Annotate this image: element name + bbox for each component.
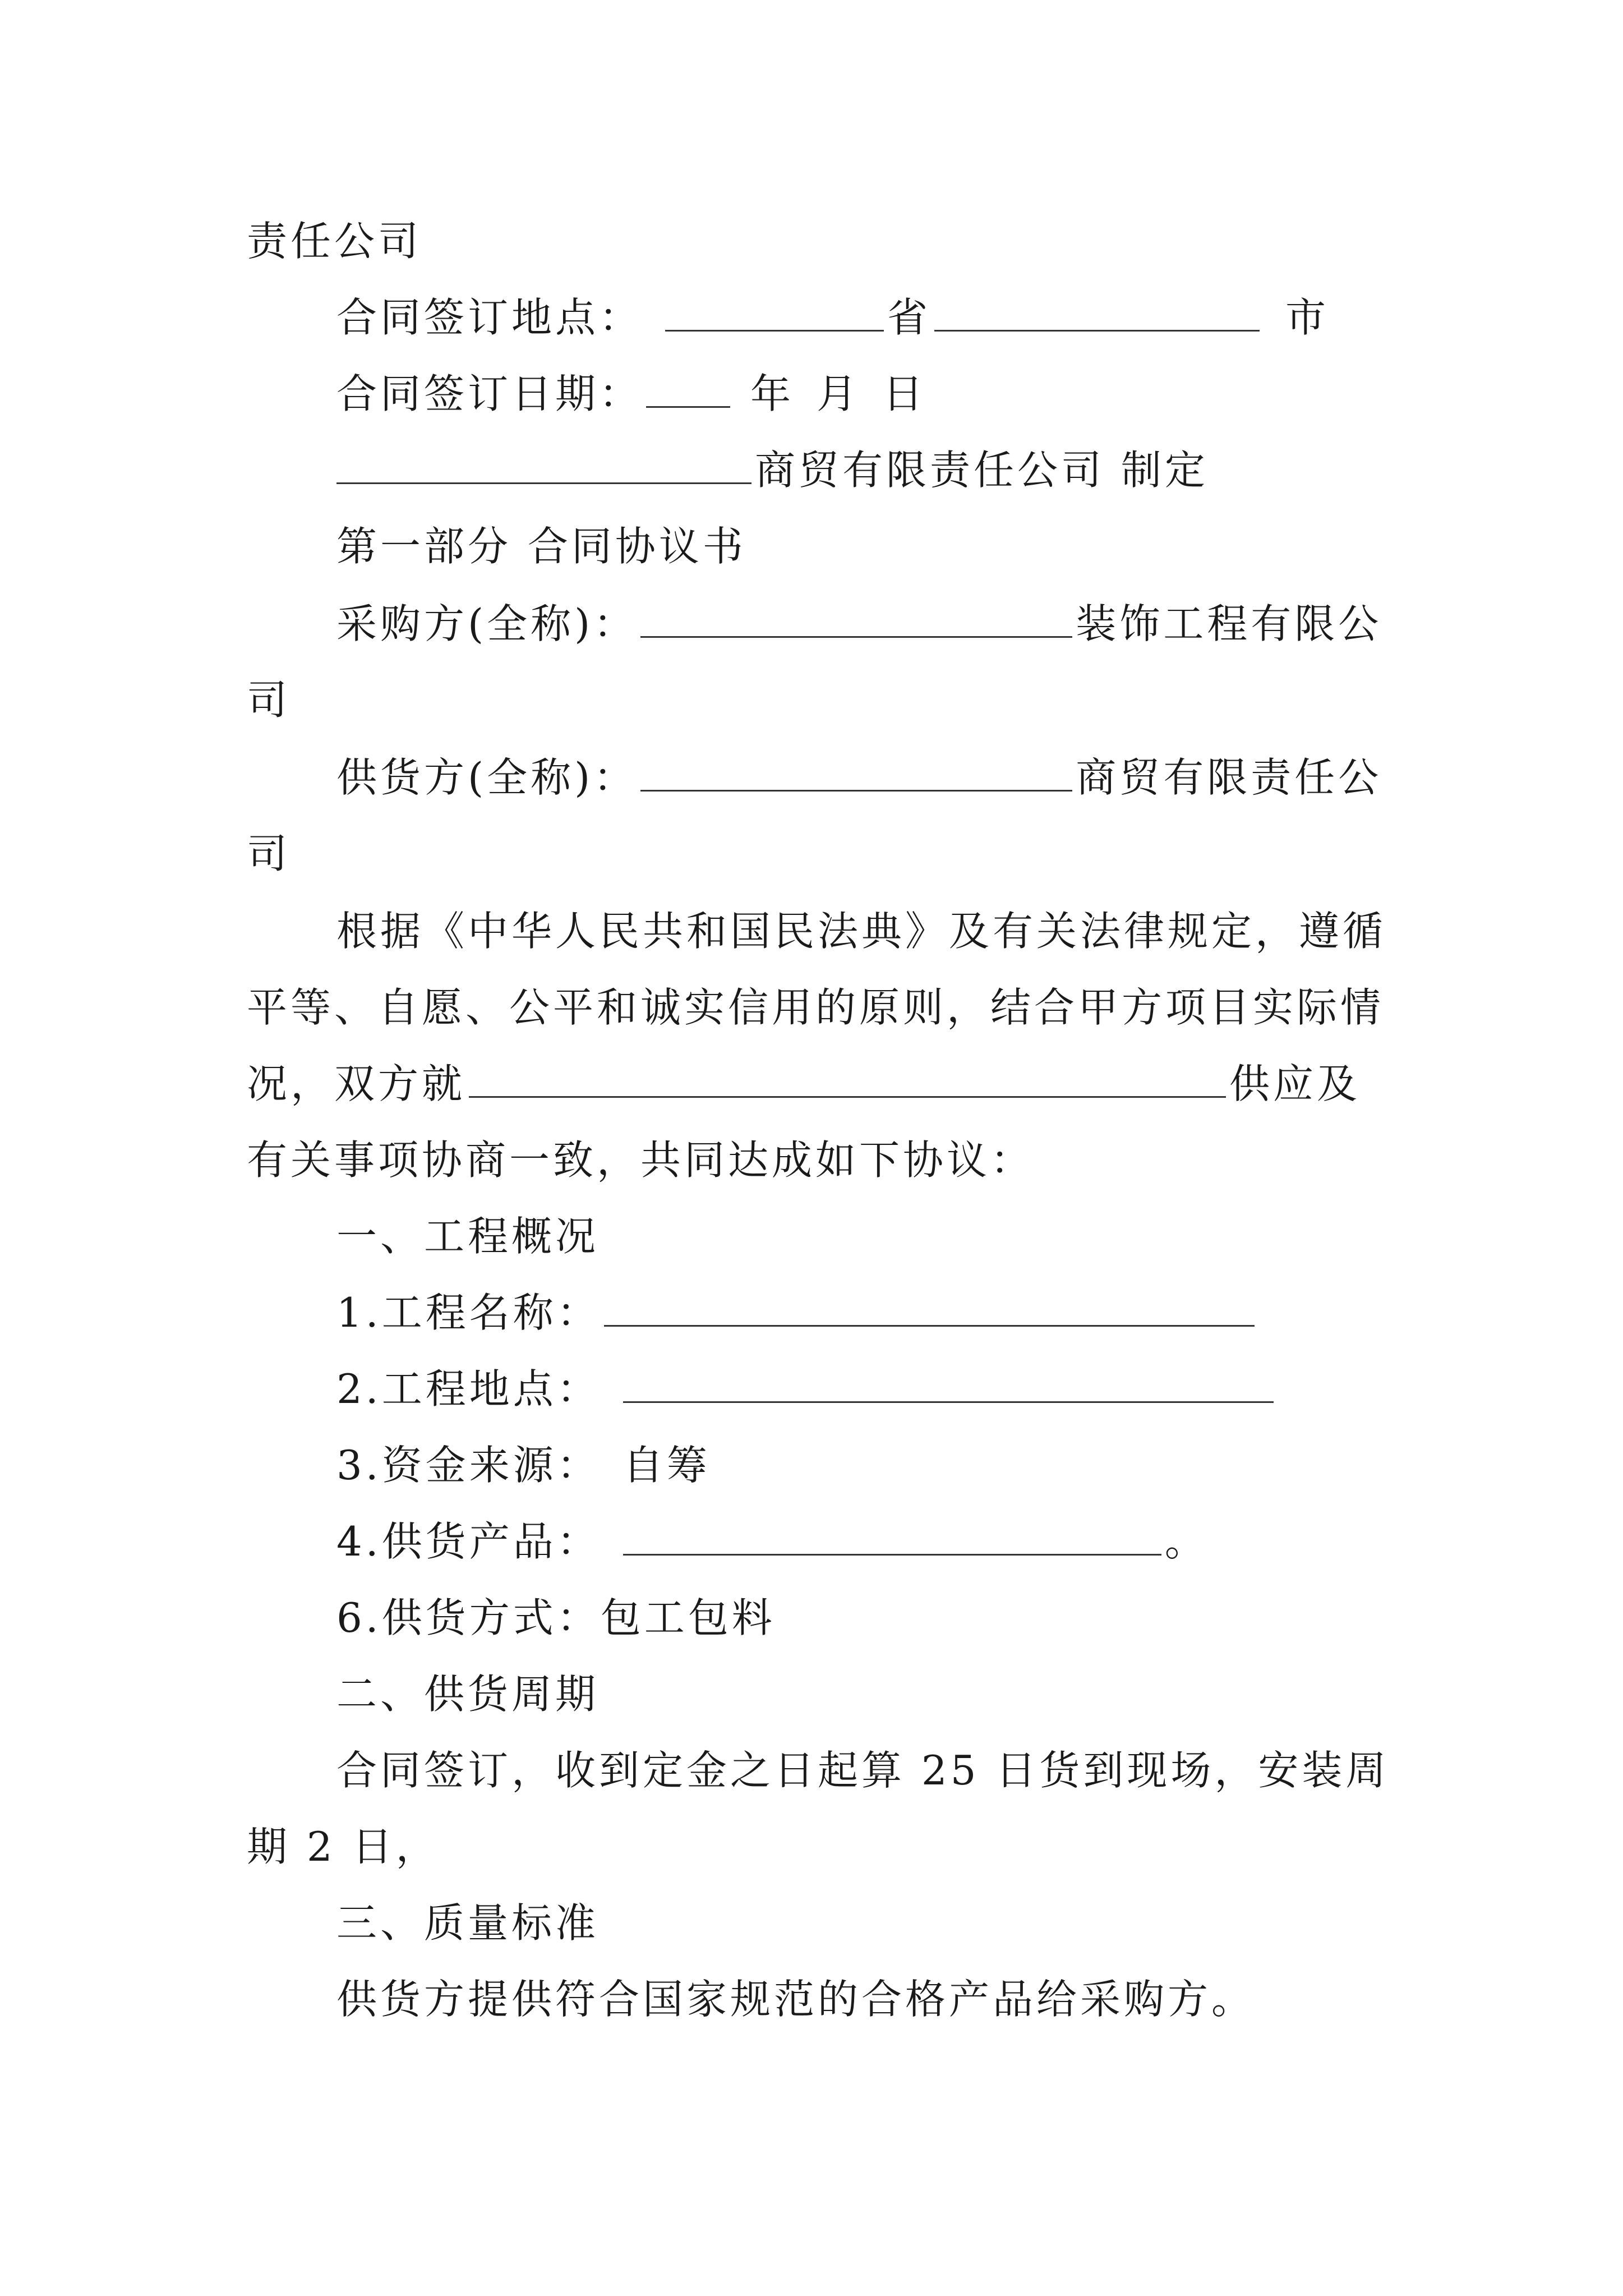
paragraph-line: 合同签订，收到定金之日起算 25 日货到现场，安装周 [336,1747,1390,1794]
project-location-blank[interactable] [623,1365,1274,1403]
section-two-title: 二、供货周期 [336,1671,600,1718]
paragraph-line: 平等、自愿、公平和诚实信用的原则，结合甲方项目实际情 [247,984,1385,1031]
supplier-wrap-line [247,826,1385,882]
text-line [247,213,1385,269]
supply-method-label: 6.供货方式： [336,1594,601,1641]
list-item [247,1285,1385,1341]
supply-method-value: 包工包料 [600,1594,776,1641]
maker-blank[interactable] [336,447,751,484]
project-location-label: 2.工程地点： [336,1365,601,1412]
product-label: 4.供货产品： [336,1518,601,1565]
supplier-suffix: 商贸有限责任公 [1076,754,1382,801]
province-blank[interactable] [665,294,884,332]
project-name-label: 1.工程名称： [336,1289,601,1336]
section-heading [247,518,1385,574]
buyer-wrap-line [247,672,1385,728]
supplier-wrap-text: 司 [247,830,291,877]
section-three-title: 三、质量标准 [336,1899,600,1947]
list-item [247,1590,1385,1646]
sign-place-label: 合同签订地点： [336,294,643,341]
section-heading [247,1666,1385,1722]
sign-place-line [247,289,1385,346]
maker-text: 商贸有限责任公司 制定 [755,447,1209,494]
buyer-label: 采购方(全称)： [336,600,638,647]
date-blank[interactable] [646,370,730,408]
fund-source-label: 3.资金来源： [336,1442,601,1489]
province-label: 省 [887,294,932,341]
sign-date-label: 合同签订日期： [336,370,643,417]
buyer-blank[interactable] [640,600,1072,638]
fund-source-value: 自筹 [623,1442,711,1489]
section-heading [247,1208,1385,1264]
product-blank[interactable] [623,1518,1161,1556]
goods-blank[interactable] [469,1060,1226,1098]
supplier-blank[interactable] [640,754,1072,792]
project-name-blank[interactable] [604,1289,1255,1327]
year-label: 年 [750,370,795,417]
paragraph-line: 期 2 日， [247,1823,440,1870]
paragraph-line: 况，双方就 供应及 [247,1060,1361,1107]
company-suffix-text: 责任公司 [247,218,422,265]
supplier-label: 供货方(全称)： [336,754,638,801]
list-item [247,1437,1385,1493]
day-label: 日 [883,370,927,417]
section-one-title: 一、工程概况 [336,1213,600,1260]
part-one-title: 第一部分 合同协议书 [336,523,746,570]
paragraph-line: 根据《中华人民共和国民法典》及有关法律规定，遵循 [336,908,1387,955]
month-label: 月 [817,370,861,417]
list-item: 4.供货产品： 。 [336,1518,1209,1565]
buyer-suffix: 装饰工程有限公 [1076,600,1382,647]
list-item [247,1361,1385,1417]
city-blank[interactable] [934,294,1260,332]
paragraph-line: 有关事项协商一致，共同达成如下协议： [247,1137,1035,1184]
supplier-line [247,749,1385,806]
paragraph-line: 供货方提供符合国家规范的合格产品给采购方。 [336,1976,1256,2023]
maker-line [247,442,1385,498]
city-label: 市 [1285,294,1330,341]
sign-date-line [247,366,1385,422]
buyer-wrap-text: 司 [247,677,291,724]
section-heading [247,1895,1385,1951]
buyer-line [247,596,1385,652]
